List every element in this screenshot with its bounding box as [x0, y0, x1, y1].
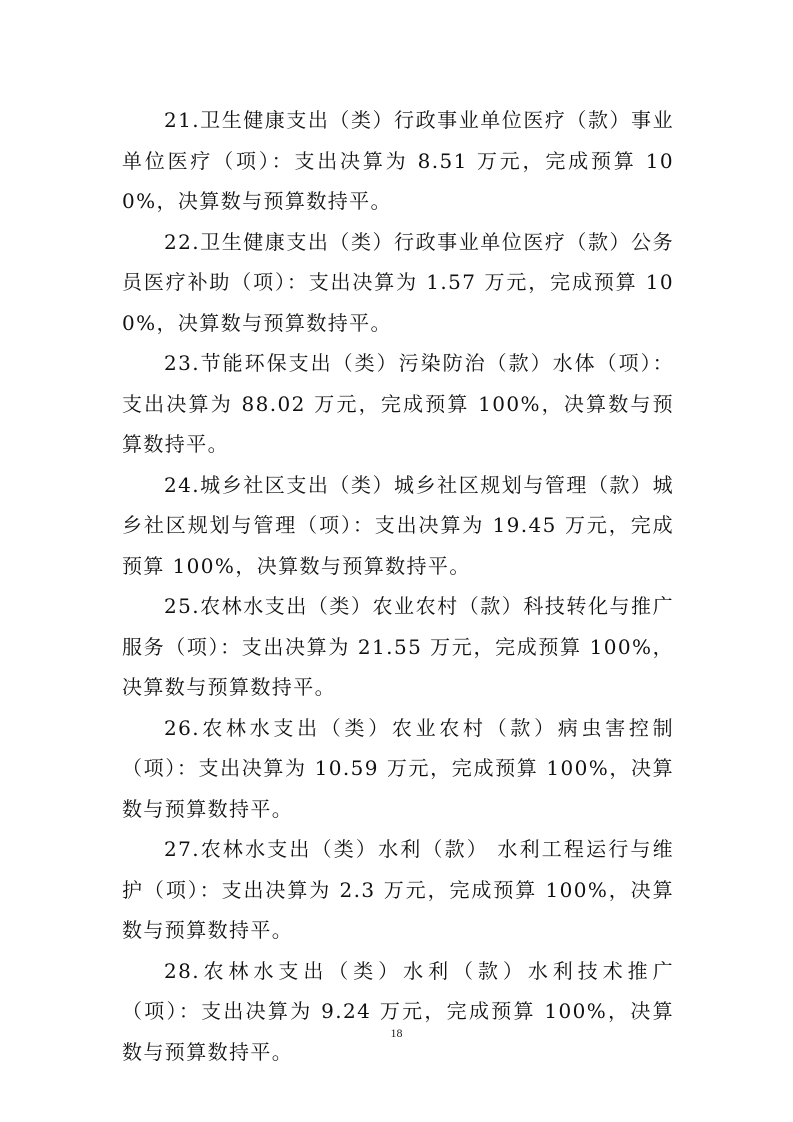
- paragraph-28: 28.农林水支出（类）水利（款）水利技术推广（项）：支出决算为 9.24 万元，完成预算 100%，决算数与预算数持平。: [122, 958, 674, 1064]
- page-number: 18: [390, 1026, 403, 1040]
- page-body: [122, 100, 674, 1072]
- paragraph-22: 22.卫生健康支出（类）行政事业单位医疗（款）公务员医疗补助（项）：支出决算为 1.57 万元，完成预算 100%，决算数与预算数持平。: [122, 229, 674, 335]
- paragraph-27: 27.农林水支出（类）水利（款） 水利工程运行与维护（项）：支出决算为 2.3 万元，完成预算 100%，决算数与预算数持平。: [122, 837, 674, 942]
- paragraph-26: 26.农林水支出（类）农业农村（款）病虫害控制（项）：支出决算为 10.59 万元，完成预算 100%，决算数与预算数持平。: [122, 715, 674, 821]
- paragraph-24: 24.城乡社区支出（类）城乡社区规划与管理（款）城乡社区规划与管理（项）：支出决算为 19.45 万元，完成预算 100%，决算数与预算数持平。: [122, 472, 674, 578]
- paragraph-23: 23.节能环保支出（类）污染防治（款）水体（项）：支出决算为 88.02 万元，完成预算 100%，决算数与预算数持平。: [122, 351, 674, 456]
- paragraph-21: 21.卫生健康支出（类）行政事业单位医疗（款）事业单位医疗（项）：支出决算为 8.51 万元，完成预算 100%，决算数与预算数持平。: [122, 108, 674, 213]
- paragraph-25: 25.农林水支出（类）农业农村（款）科技转化与推广服务（项）：支出决算为 21.55 万元，完成预算 100%，决算数与预算数持平。: [122, 594, 674, 699]
